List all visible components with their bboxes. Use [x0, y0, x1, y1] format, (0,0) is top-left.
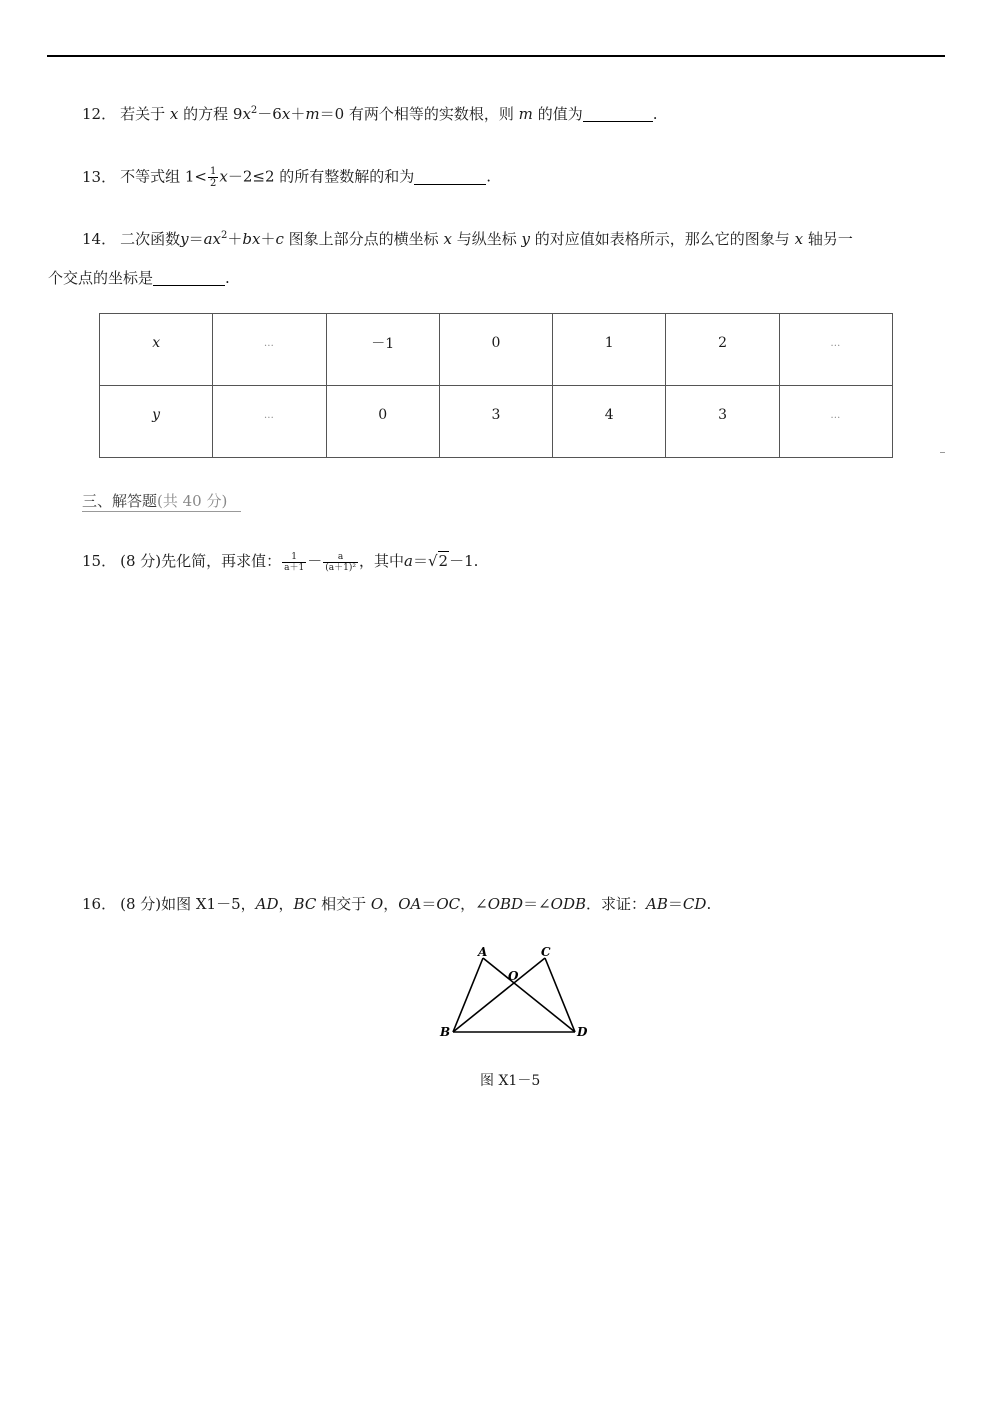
- variable: m: [518, 105, 533, 123]
- question-text: ＋: [227, 230, 243, 248]
- table-cell: 0: [326, 386, 439, 458]
- fraction-numerator: a: [323, 552, 358, 563]
- question-text: －6: [257, 105, 282, 123]
- point-label-D: D: [577, 1025, 588, 1039]
- header-rule: [47, 55, 945, 57]
- table-cell: 3: [666, 386, 779, 458]
- table-cell: －1: [326, 314, 439, 386]
- question-text: (8 分)如图 X1－5，: [120, 895, 256, 913]
- question-12: [82, 104, 657, 124]
- question-number: 13．: [82, 167, 117, 186]
- variable: m: [305, 105, 320, 123]
- fraction-numerator: 1: [282, 552, 306, 563]
- segment-label: CD: [682, 895, 707, 913]
- fraction-denominator: 2: [209, 178, 217, 189]
- table-cell: 0: [439, 314, 552, 386]
- answer-blank: [153, 269, 225, 286]
- answer-blank: [414, 168, 486, 185]
- square-root: √2: [427, 552, 449, 570]
- segment-label: AB: [646, 895, 668, 913]
- table-cell: 2: [666, 314, 779, 386]
- variable: x: [169, 105, 179, 123]
- variable: ax: [203, 230, 222, 248]
- table-cell: 3: [439, 386, 552, 458]
- point-label-B: B: [440, 1025, 451, 1039]
- question-text: －1.: [449, 552, 479, 570]
- table-cell-header: [100, 314, 213, 386]
- question-14: [82, 229, 853, 249]
- fraction-numerator: 1: [209, 166, 217, 177]
- table-row: [100, 386, 893, 458]
- question-text: 若关于: [120, 105, 166, 123]
- punctuation: ，: [278, 895, 294, 913]
- punctuation: ，∠: [460, 895, 488, 913]
- table-cell: …: [213, 314, 326, 386]
- fraction-denominator: (a＋1)²: [325, 562, 356, 573]
- fraction: [282, 552, 306, 573]
- table-cell: 4: [553, 386, 666, 458]
- question-text: ＝: [188, 230, 204, 248]
- punctuation: ，: [383, 895, 399, 913]
- segment-label: AD: [255, 895, 279, 913]
- operator: ＝∠: [523, 895, 551, 913]
- question-end: .: [706, 895, 712, 913]
- question-text: ，其中: [358, 552, 404, 570]
- cell-value: x: [152, 335, 161, 351]
- question-text: 个交点的坐标是: [48, 269, 154, 287]
- table-cell: …: [779, 386, 892, 458]
- answer-blank: [583, 105, 653, 122]
- exponent: 2: [250, 105, 258, 116]
- question-text: 的对应值如表格所示，那么它的图象与: [534, 230, 790, 248]
- section-title: 三、解答题: [82, 492, 158, 510]
- question-text: 图象上部分点的横坐标: [288, 230, 439, 248]
- segment-label: OA: [398, 895, 422, 913]
- question-text: ＋: [290, 105, 306, 123]
- question-text: －2≤2 的所有整数解的和为: [227, 167, 415, 186]
- operator: －: [307, 552, 323, 570]
- point-label-C: C: [541, 945, 551, 959]
- table-cell: …: [213, 386, 326, 458]
- point-label: O: [370, 895, 384, 913]
- table-row: [100, 314, 893, 386]
- variable: a: [403, 552, 413, 570]
- question-text: (8 分)先化简，再求值：: [120, 552, 282, 570]
- variable: y: [521, 230, 530, 248]
- question-text: 的值为: [537, 105, 583, 123]
- point-label-O: O: [508, 969, 519, 983]
- segment-AD: [483, 958, 575, 1032]
- angle-label: OBD: [487, 895, 524, 913]
- section-heading: [82, 491, 241, 512]
- question-text: ＋: [260, 230, 276, 248]
- value-table: [99, 313, 893, 458]
- question-end: .: [652, 105, 658, 123]
- segment-label: OC: [436, 895, 461, 913]
- cell-value: y: [152, 407, 161, 423]
- question-number: 16．: [82, 895, 117, 913]
- table-cell: …: [779, 314, 892, 386]
- question-14-line-2: [48, 268, 230, 288]
- question-text: 二次函数: [120, 230, 181, 248]
- fraction: [323, 552, 358, 573]
- table-cell: 1: [553, 314, 666, 386]
- variable: x: [219, 167, 228, 186]
- question-text: 与纵坐标: [456, 230, 517, 248]
- question-13: [82, 166, 491, 189]
- variable: x: [281, 105, 291, 123]
- question-end: .: [486, 167, 492, 186]
- question-number: 15．: [82, 552, 117, 570]
- question-number: 12．: [82, 105, 117, 123]
- operator: ＝: [667, 895, 683, 913]
- segment-BC: [453, 958, 545, 1032]
- figure-caption: 图 X1－5: [480, 1073, 541, 1089]
- question-text: 不等式组 1<: [120, 167, 207, 186]
- fraction: [208, 166, 218, 189]
- geometry-figure: [435, 940, 595, 1046]
- variable: c: [275, 230, 284, 248]
- variable: x: [443, 230, 452, 248]
- margin-mark: [940, 452, 945, 453]
- section-score: (共 40 分): [157, 492, 228, 510]
- angle-label: ODB: [550, 895, 587, 913]
- variable: x: [794, 230, 804, 248]
- operator: ＝: [421, 895, 437, 913]
- question-15: [82, 551, 478, 573]
- question-text: ＝0 有两个相等的实数根，则: [319, 105, 514, 123]
- segment-label: BC: [293, 895, 317, 913]
- question-text: 相交于: [321, 895, 367, 913]
- exponent: 2: [221, 230, 228, 241]
- question-end: .: [225, 269, 230, 287]
- question-text: 轴另一: [807, 230, 853, 248]
- variable: y: [180, 230, 189, 248]
- fraction-denominator: a＋1: [284, 562, 305, 573]
- question-text: 的方程 9: [183, 105, 243, 123]
- question-text: ＝: [412, 552, 428, 570]
- point-label-A: A: [478, 945, 488, 959]
- radicand: 2: [438, 552, 449, 570]
- question-number: 14．: [82, 230, 117, 248]
- variable: bx: [242, 230, 261, 248]
- question-16: [82, 894, 711, 914]
- table-cell-header: [100, 386, 213, 458]
- question-text: ．求证：: [586, 895, 647, 913]
- variable: x: [242, 105, 251, 123]
